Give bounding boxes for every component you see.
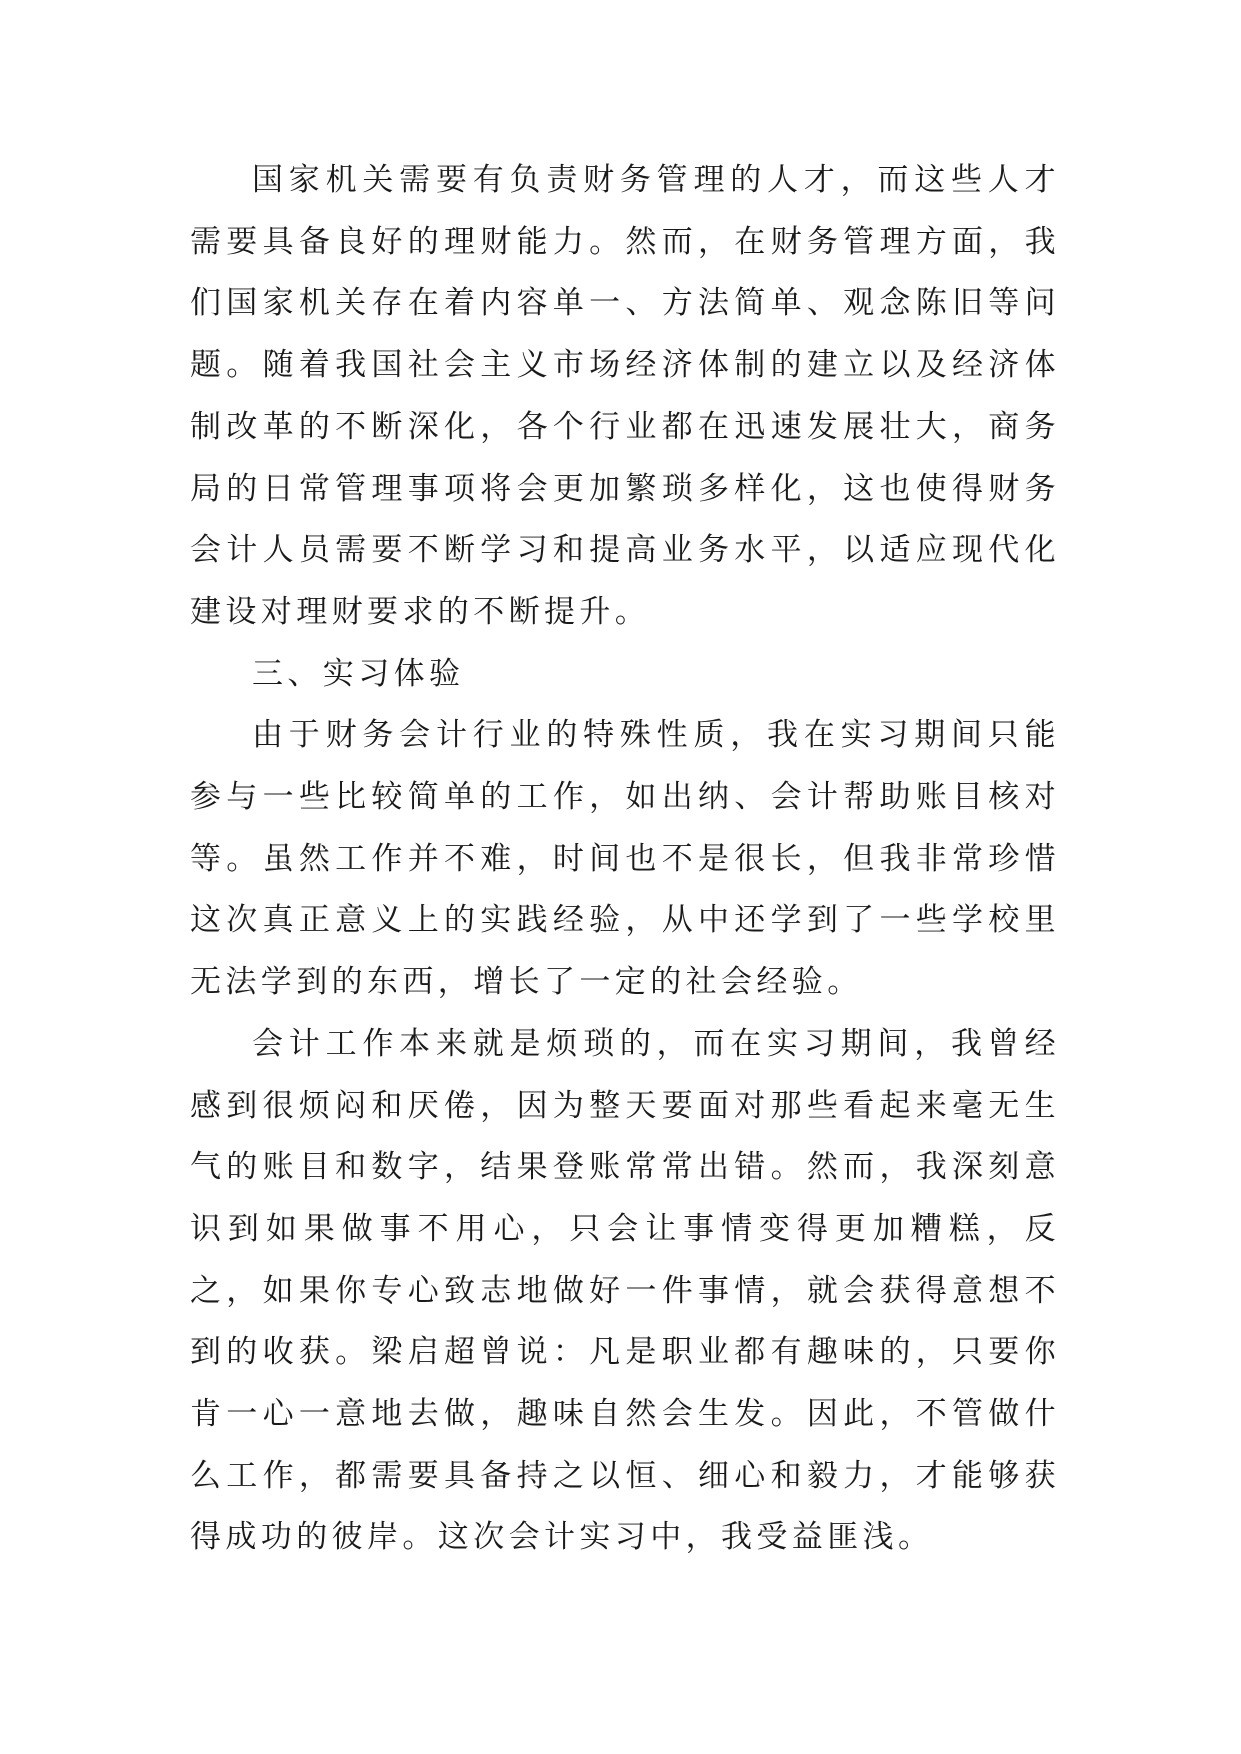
paragraph-financial-talent: 国家机关需要有负责财务管理的人才，而这些人才需要具备良好的理财能力。然而，在财务管理方面，我们国家机关存在着内容单一、方法简单、观念陈旧等问题。随着我国社会主义市场经济体制的建立以及经济体制改革的不断深化，各个行业都在迅速发展壮大，商务局的日常管理事项将会更加繁琐多样化，这也使得财务会计人员需要不断学习和提高业务水平，以适应现代化建设对理财要求的不断提升。 bbox=[190, 162, 1060, 630]
paragraph-accounting-reflection: 会计工作本来就是烦琐的，而在实习期间，我曾经感到很烦闷和厌倦，因为整天要面对那些看起来毫无生气的账目和数字，结果登账常常出错。然而，我深刻意识到如果做事不用心，只会让事情变得更加糟糕，反之，如果你专心致志地做好一件事情，就会获得意想不到的收获。梁启超曾说：凡是职业都有趣味的，只要你肯一心一意地去做，趣味自然会生发。因此，不管做什么工作，都需要具备持之以恒、细心和毅力，才能够获得成功的彼岸。这次会计实习中，我受益匪浅。 bbox=[190, 1025, 1060, 1556]
paragraph-internship-work: 由于财务会计行业的特殊性质，我在实习期间只能参与一些比较简单的工作，如出纳、会计帮助账目核对等。虽然工作并不难，时间也不是很长，但我非常珍惜这次真正意义上的实践经验，从中还学到了一些学校里无法学到的东西，增长了一定的社会经验。 bbox=[190, 717, 1060, 1001]
document-body bbox=[190, 150, 1060, 1569]
section-heading-internship-experience: 三、实习体验 bbox=[252, 655, 465, 692]
